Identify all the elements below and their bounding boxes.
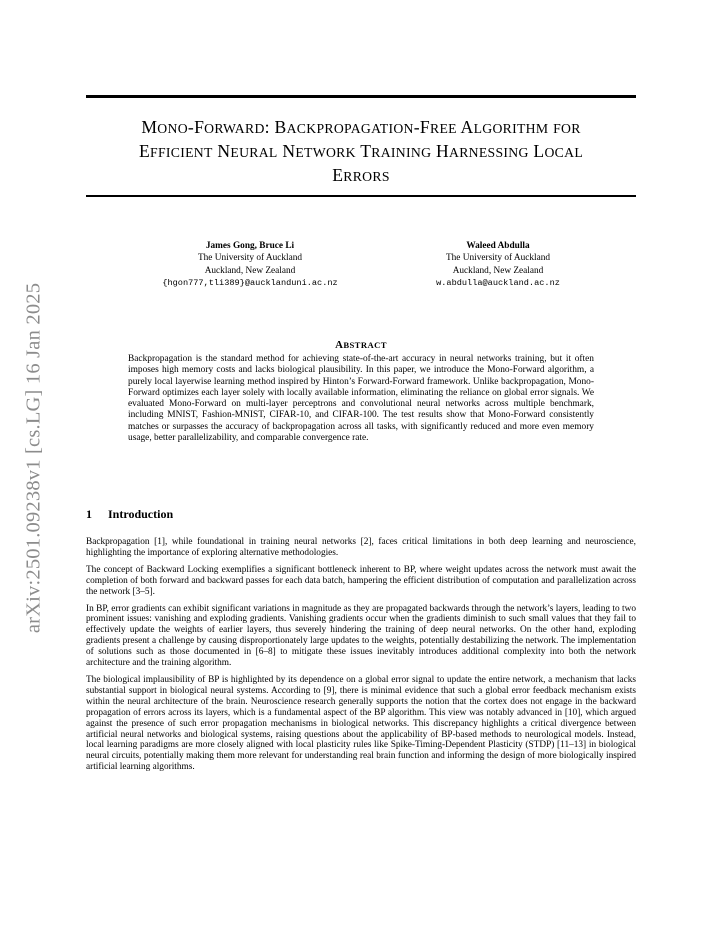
author-email[interactable]: w.abdulla@auckland.ac.nz xyxy=(436,277,560,288)
author-block-2 xyxy=(398,240,598,289)
author-names: Waleed Abdulla xyxy=(466,241,530,251)
section-body xyxy=(86,537,636,779)
title-bottom-rule xyxy=(86,195,636,197)
author-email[interactable]: {hgon777,tli389}@aucklanduni.ac.nz xyxy=(162,277,338,288)
author-names: James Gong, Bruce Li xyxy=(205,241,295,251)
author-affiliation: The University of Auckland xyxy=(445,253,551,264)
author-affiliation: The University of Auckland xyxy=(197,253,303,264)
paper-title xyxy=(86,116,636,188)
body-paragraph: The biological implausibility of BP is highlighted by its dependence on a global error signal to update the entire network, a mechanism that lacks substantial support in biological neural systems. According to [9], there is minimal evidence that such a global error feedback mechanism exists within the neural architecture of the brain. Neuroscience research generally supports the notion that the cortex does not engage in the backward propagation of errors across its layers, which is a fundamental aspect of the BP algorithm. This view was notably advanced in [10], which argued against the presence of such error propagation mechanisms in biological networks. This discrepancy highlights a critical divergence between artificial neural networks and biological systems, raising questions about the applicability of BP-based methods to neurological models. Instead, local learning paradigms are more closely aligned with local plasticity rules like Spike-Timing-Dependent Plasticity (STDP) [11–13] in biological neural circuits, potentially making them more relevant for understanding real brain function and informing the design of more biologically inspired artificial learning algorithms. xyxy=(86,674,636,773)
section-title: Introduction xyxy=(108,507,174,521)
section-heading xyxy=(86,507,173,522)
title-top-rule xyxy=(86,95,636,98)
section-number: 1 xyxy=(86,507,92,521)
body-paragraph: Backpropagation [1], while foundational in training neural networks [2], faces critical limitations in both deep learning and neuroscience, highlighting the importance of exploring alternative methodologies. xyxy=(86,537,636,558)
abstract-heading: ABSTRACT xyxy=(335,339,387,351)
title-line-1: MONO-FORWARD: BACKPROPAGATION-FREE ALGORITHM FOR xyxy=(141,117,581,137)
author-location: Auckland, New Zealand xyxy=(204,265,296,276)
arxiv-identifier[interactable]: arXiv:2501.09238v1 [cs.LG] 16 Jan 2025 xyxy=(22,282,45,634)
abstract-text: Backpropagation is the standard method for achieving state-of-the-art accuracy in neural networks training, but it often imposes high memory costs and lacks biological plausibility. In this paper, we introduce the Mono-Forward algorithm, a purely local layerwise learning method inspired by Hinton’s Forward-Forward framework. Unlike backpropagation, Mono-Forward optimizes each layer solely with locally available information, eliminating the reliance on global error signals. We evaluated Mono-Forward on multi-layer perceptrons and convolutional neural networks across multiple benchmark, including MNIST, Fashion-MNIST, CIFAR-10, and CIFAR-100. The test results show that Mono-Forward consistently matches or surpasses the accuracy of backpropagation across all tasks, with significantly reduced and more even memory usage, better parallelizability, and comparable convergence rate. xyxy=(128,354,594,443)
body-paragraph: In BP, error gradients can exhibit significant variations in magnitude as they are propagated backwards through the network’s layers, leading to two prominent issues: vanishing and exploding gradients. Vanishing gradients occur when the gradients diminish to such small values that they fail to effectively update the weights of earlier layers, thus severely hindering the training of deep neural networks. On the other hand, exploding gradients present a challenge by causing disproportionately large updates to the weights, potentially destabilizing the network. The implementation of solutions such as those documented in [6–8] to mitigate these issues inevitably introduces additional complexity into both the network architecture and the training algorithm. xyxy=(86,603,636,669)
body-paragraph: The concept of Backward Locking exemplifies a significant bottleneck inherent to BP, where weight updates across the network must await the completion of both forward and backward passes for each data batch, hampering the efficient distribution of computation and parallelization across the network [3–5]. xyxy=(86,564,636,597)
author-location: Auckland, New Zealand xyxy=(452,265,544,276)
title-line-3: ERRORS xyxy=(332,165,390,185)
title-line-2: EFFICIENT NEURAL NETWORK TRAINING HARNESSING LOCAL xyxy=(138,141,583,161)
author-block-1 xyxy=(130,240,370,289)
